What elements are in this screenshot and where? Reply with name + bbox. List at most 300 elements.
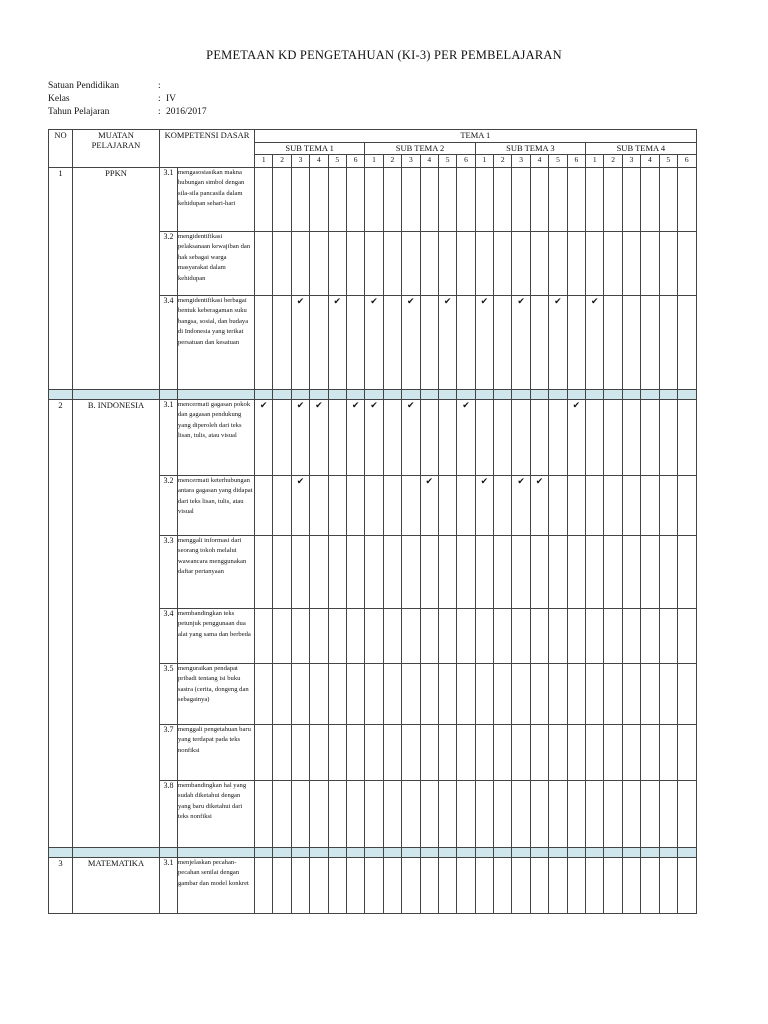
separator-cell [402,390,420,400]
document-title: PEMETAAN KD PENGETAHUAN (KI-3) PER PEMBELAJARAN [206,48,562,62]
header-pembelajaran-number: 1 [365,155,383,168]
empty-cell [567,232,585,296]
empty-cell [438,609,456,664]
meta-row-satuan [48,80,207,93]
empty-cell [328,781,346,848]
empty-cell [475,664,493,725]
check-mark-icon: ✔ [586,296,604,390]
separator-cell [346,390,364,400]
empty-cell [512,232,530,296]
empty-cell [549,725,567,781]
separator-cell [586,848,604,858]
empty-cell [383,781,401,848]
separator-cell [402,848,420,858]
header-pembelajaran-number: 4 [310,155,328,168]
cell-muatan-pelajaran [73,536,160,609]
empty-cell [659,232,677,296]
empty-cell [457,664,475,725]
cell-kd-description: mengidentifikasi berbagai bentuk keberagaman suku bangsa, sosial, dan budaya di Indonesia yang terikat persatuan dan kesatuan [178,296,255,390]
empty-cell [420,664,438,725]
separator-cell [567,848,585,858]
cell-no: 2 [49,400,73,476]
empty-cell [622,400,640,476]
cell-muatan-pelajaran [73,725,160,781]
empty-cell [255,858,273,914]
header-pembelajaran-number: 2 [494,155,512,168]
empty-cell [438,232,456,296]
cell-no: 3 [49,858,73,914]
empty-cell [475,232,493,296]
empty-cell [383,476,401,536]
separator-cell [530,390,548,400]
cell-no [49,725,73,781]
empty-cell [457,609,475,664]
empty-cell [291,536,309,609]
empty-cell [530,725,548,781]
header-pembelajaran-number: 1 [586,155,604,168]
empty-cell [567,168,585,232]
empty-cell [328,476,346,536]
empty-cell [549,609,567,664]
separator-cell [383,848,401,858]
separator-cell [420,390,438,400]
empty-cell [402,609,420,664]
empty-cell [291,725,309,781]
check-mark-icon: ✔ [420,476,438,536]
cell-kd-description: menguraikan pendapat pribadi tentang isi buku sastra (cerita, dongeng dan sebagainya) [178,664,255,725]
cell-no [49,609,73,664]
check-mark-icon: ✔ [530,476,548,536]
cell-no [49,296,73,390]
header-sub-tema-2: SUB TEMA 2 [365,143,475,155]
empty-cell [402,536,420,609]
empty-cell [273,781,291,848]
check-mark-icon: ✔ [567,400,585,476]
separator-cell [160,848,178,858]
header-kompetensi-dasar: KOMPETENSI DASAR [160,130,255,168]
empty-cell [567,781,585,848]
empty-cell [604,781,622,848]
empty-cell [549,232,567,296]
empty-cell [438,536,456,609]
empty-cell [420,725,438,781]
empty-cell [346,664,364,725]
empty-cell [402,781,420,848]
empty-cell [494,400,512,476]
header-sub-tema-4: SUB TEMA 4 [586,143,697,155]
empty-cell [567,725,585,781]
separator-cell [475,848,493,858]
separator-cell [255,390,273,400]
separator-cell [291,390,309,400]
cell-kd-description: membandingkan hal yang sudah diketahui dengan yang baru diketahui dari teks nonfiksi [178,781,255,848]
empty-cell [475,536,493,609]
cell-kd-description: menjelaskan pecahan-pecahan senilai dengan gambar dan model konkret [178,858,255,914]
empty-cell [420,296,438,390]
mapping-table [48,129,697,914]
check-mark-icon: ✔ [365,296,383,390]
empty-cell [420,536,438,609]
header-tema: TEMA 1 [255,130,697,143]
separator-row [49,848,697,858]
empty-cell [659,400,677,476]
empty-cell [475,725,493,781]
empty-cell [438,168,456,232]
header-pembelajaran-number: 6 [457,155,475,168]
empty-cell [255,168,273,232]
separator-cell [677,390,696,400]
empty-cell [291,858,309,914]
empty-cell [622,725,640,781]
empty-cell [310,232,328,296]
empty-cell [494,536,512,609]
empty-cell [365,168,383,232]
cell-muatan-pelajaran [73,296,160,390]
header-pembelajaran-number: 6 [346,155,364,168]
empty-cell [291,168,309,232]
empty-cell [291,664,309,725]
empty-cell [383,232,401,296]
separator-cell [677,848,696,858]
empty-cell [512,664,530,725]
cell-muatan-pelajaran [73,476,160,536]
empty-cell [622,781,640,848]
empty-cell [328,400,346,476]
header-pembelajaran-number: 6 [677,155,696,168]
empty-cell [402,725,420,781]
empty-cell [346,476,364,536]
empty-cell [677,232,696,296]
empty-cell [383,664,401,725]
empty-cell [457,232,475,296]
empty-cell [677,296,696,390]
empty-cell [328,168,346,232]
empty-cell [438,400,456,476]
header-muatan-pelajaran: MUATAN PELAJARAN [73,130,160,168]
empty-cell [310,168,328,232]
separator-cell [328,848,346,858]
empty-cell [549,664,567,725]
cell-kd-number: 3.8 [160,781,178,848]
empty-cell [641,232,659,296]
empty-cell [457,781,475,848]
header-pembelajaran-number: 2 [383,155,401,168]
empty-cell [255,664,273,725]
empty-cell [365,476,383,536]
empty-cell [310,609,328,664]
cell-muatan-pelajaran: B. INDONESIA [73,400,160,476]
empty-cell [622,858,640,914]
check-mark-icon: ✔ [291,296,309,390]
empty-cell [494,725,512,781]
empty-cell [457,476,475,536]
cell-kd-description: mencermati keterhubungan antara gagasan yang didapat dari teks lisan, tulis, atau visual [178,476,255,536]
empty-cell [457,858,475,914]
cell-muatan-pelajaran [73,609,160,664]
header-pembelajaran-number: 6 [567,155,585,168]
separator-cell [49,848,73,858]
separator-cell [365,390,383,400]
empty-cell [549,168,567,232]
empty-cell [512,168,530,232]
cell-muatan-pelajaran [73,781,160,848]
check-mark-icon: ✔ [512,296,530,390]
empty-cell [310,664,328,725]
empty-cell [622,168,640,232]
meta-row-tahun [48,106,207,119]
empty-cell [604,664,622,725]
separator-cell [420,848,438,858]
empty-cell [255,725,273,781]
empty-cell [402,232,420,296]
separator-cell [641,848,659,858]
header-pembelajaran-number: 2 [604,155,622,168]
empty-cell [530,296,548,390]
empty-cell [677,858,696,914]
empty-cell [420,232,438,296]
header-pembelajaran-number: 3 [402,155,420,168]
header-no: NO [49,130,73,168]
meta-label: Tahun Pelajaran [48,107,110,117]
separator-cell [255,848,273,858]
empty-cell [475,168,493,232]
empty-cell [494,296,512,390]
empty-cell [604,609,622,664]
empty-cell [475,781,493,848]
empty-cell [549,536,567,609]
empty-cell [659,664,677,725]
empty-cell [622,664,640,725]
separator-cell [604,390,622,400]
empty-cell [604,296,622,390]
empty-cell [273,400,291,476]
empty-cell [438,858,456,914]
header-pembelajaran-number: 1 [255,155,273,168]
separator-cell [310,848,328,858]
empty-cell [512,858,530,914]
empty-cell [659,476,677,536]
check-mark-icon: ✔ [457,400,475,476]
empty-cell [346,609,364,664]
check-mark-icon: ✔ [346,400,364,476]
empty-cell [328,609,346,664]
empty-cell [291,232,309,296]
empty-cell [586,476,604,536]
empty-cell [402,664,420,725]
header-pembelajaran-number: 4 [420,155,438,168]
empty-cell [604,232,622,296]
empty-cell [365,609,383,664]
empty-cell [475,609,493,664]
cell-kd-number: 3.1 [160,168,178,232]
empty-cell [677,664,696,725]
empty-cell [512,536,530,609]
empty-cell [586,536,604,609]
empty-cell [604,168,622,232]
empty-cell [641,781,659,848]
empty-cell [457,168,475,232]
cell-no [49,536,73,609]
separator-cell [494,848,512,858]
separator-cell [567,390,585,400]
empty-cell [622,232,640,296]
meta-separator: : [158,107,161,117]
cell-kd-number: 3.1 [160,400,178,476]
check-mark-icon: ✔ [365,400,383,476]
separator-cell [622,390,640,400]
empty-cell [530,168,548,232]
empty-cell [310,536,328,609]
empty-cell [677,400,696,476]
check-mark-icon: ✔ [402,296,420,390]
empty-cell [494,168,512,232]
separator-cell [549,848,567,858]
empty-cell [677,476,696,536]
empty-cell [438,664,456,725]
empty-cell [273,168,291,232]
separator-cell [586,390,604,400]
table-row [49,536,697,609]
header-pembelajaran-number: 3 [622,155,640,168]
empty-cell [457,725,475,781]
empty-cell [567,664,585,725]
meta-row-kelas [48,93,207,106]
separator-cell [365,848,383,858]
check-mark-icon: ✔ [328,296,346,390]
cell-no [49,476,73,536]
header-sub-tema-1: SUB TEMA 1 [255,143,365,155]
empty-cell [255,781,273,848]
check-mark-icon: ✔ [402,400,420,476]
empty-cell [291,781,309,848]
check-mark-icon: ✔ [310,400,328,476]
empty-cell [604,400,622,476]
cell-kd-number: 3.1 [160,858,178,914]
empty-cell [641,400,659,476]
cell-muatan-pelajaran [73,232,160,296]
empty-cell [475,858,493,914]
empty-cell [530,536,548,609]
header-pembelajaran-number: 5 [659,155,677,168]
empty-cell [641,609,659,664]
separator-cell [530,848,548,858]
document-meta [48,80,207,119]
header-pembelajaran-number: 5 [438,155,456,168]
empty-cell [659,296,677,390]
separator-cell [273,848,291,858]
empty-cell [383,725,401,781]
table-row [49,232,697,296]
separator-cell [178,390,255,400]
separator-cell [659,848,677,858]
empty-cell [512,400,530,476]
header-pembelajaran-number: 4 [641,155,659,168]
cell-kd-number: 3.2 [160,232,178,296]
empty-cell [328,536,346,609]
empty-cell [273,232,291,296]
empty-cell [420,858,438,914]
cell-kd-description: mengasosiasikan makna hubungan simbol dengan sila-sila pancasila dalam kehidupan sehari-hari [178,168,255,232]
header-pembelajaran-number: 5 [328,155,346,168]
table-row [49,781,697,848]
empty-cell [586,400,604,476]
header-pembelajaran-number: 2 [273,155,291,168]
empty-cell [567,296,585,390]
empty-cell [494,664,512,725]
separator-cell [438,848,456,858]
empty-cell [622,476,640,536]
empty-cell [641,296,659,390]
cell-kd-description: menggali pengetahuan baru yang terdapat pada teks nonfiksi [178,725,255,781]
empty-cell [365,725,383,781]
separator-cell [475,390,493,400]
table-row [49,400,697,476]
empty-cell [328,664,346,725]
empty-cell [512,781,530,848]
empty-cell [402,168,420,232]
empty-cell [438,725,456,781]
empty-cell [659,725,677,781]
empty-cell [346,168,364,232]
empty-cell [530,609,548,664]
separator-cell [49,390,73,400]
empty-cell [586,664,604,725]
empty-cell [365,664,383,725]
empty-cell [530,232,548,296]
empty-cell [530,781,548,848]
empty-cell [457,296,475,390]
empty-cell [255,296,273,390]
empty-cell [346,232,364,296]
empty-cell [365,781,383,848]
empty-cell [420,400,438,476]
empty-cell [365,232,383,296]
separator-cell [457,390,475,400]
empty-cell [530,858,548,914]
cell-kd-number: 3.2 [160,476,178,536]
cell-no [49,664,73,725]
check-mark-icon: ✔ [475,476,493,536]
empty-cell [383,400,401,476]
empty-cell [383,609,401,664]
empty-cell [586,168,604,232]
cell-kd-number: 3.5 [160,664,178,725]
separator-cell [328,390,346,400]
separator-cell [512,390,530,400]
empty-cell [255,232,273,296]
empty-cell [677,609,696,664]
empty-cell [383,296,401,390]
empty-cell [255,536,273,609]
empty-cell [457,536,475,609]
empty-cell [659,609,677,664]
empty-cell [291,609,309,664]
empty-cell [494,609,512,664]
table-row [49,168,697,232]
separator-cell [346,848,364,858]
empty-cell [641,536,659,609]
empty-cell [383,536,401,609]
check-mark-icon: ✔ [512,476,530,536]
cell-kd-description: menggali informasi dari seorang tokoh melalui wawancara menggunakan daftar pertanyaan [178,536,255,609]
empty-cell [494,232,512,296]
empty-cell [494,476,512,536]
table-row [49,609,697,664]
check-mark-icon: ✔ [291,400,309,476]
empty-cell [586,858,604,914]
empty-cell [438,781,456,848]
header-pembelajaran-number: 1 [475,155,493,168]
